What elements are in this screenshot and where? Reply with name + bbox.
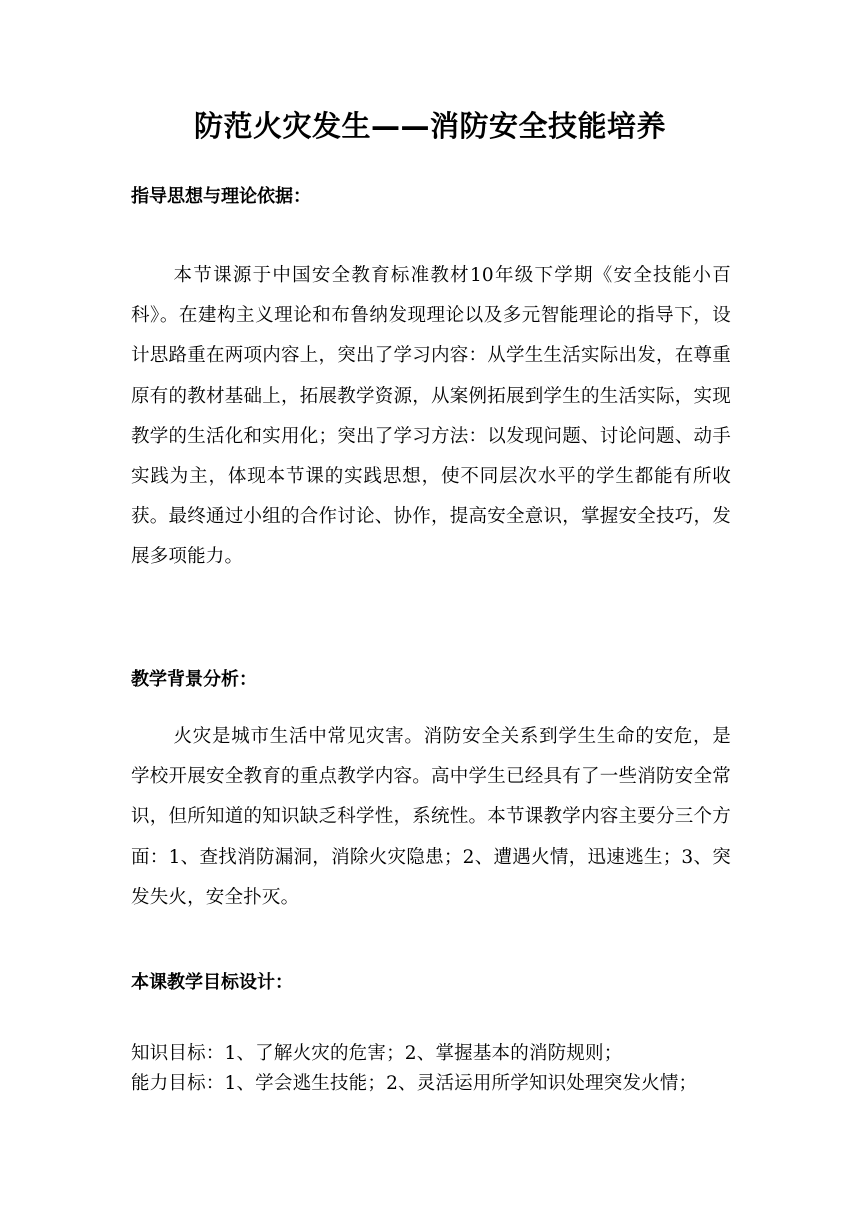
- section-heading-guiding-ideas: 指导思想与理论依据：: [131, 186, 311, 207]
- objectives-list: [131, 1039, 751, 1099]
- section-body-background: 火灾是城市生活中常见灾害。消防安全关系到学生生命的安危，是学校开展安全教育的重点教学内容。高中学生已经具有了一些消防安全常识，但所知道的知识缺乏科学性，系统性。本节课教学内容主要分三个方面：1、查找消防漏洞，消除火灾隐患；2、遭遇火情，迅速逃生；3、突发失火，安全扑灭。: [131, 726, 731, 908]
- section-body-guiding-ideas: 本节课源于中国安全教育标准教材10年级下学期《安全技能小百科》。在建构主义理论和布鲁纳发现理论以及多元智能理论的指导下，设计思路重在两项内容上，突出了学习内容：从学生生活实际出发，在尊重原有的教材基础上，拓展教学资源，从案例拓展到学生的生活实际，实现教学的生活化和实用化；突出了学习方法：以发现问题、讨论问题、动手实践为主，体现本节课的实践思想，使不同层次水平的学生都能有所收获。最终通过小组的合作讨论、协作，提高安全意识，掌握安全技巧，发展多项能力。: [131, 265, 731, 568]
- objective-knowledge: 知识目标：1、了解火灾的危害；2、掌握基本的消防规则；: [131, 1043, 623, 1064]
- objective-ability: 能力目标：1、学会逃生技能；2、灵活运用所学知识处理突发火情；: [131, 1073, 698, 1094]
- section-heading-objectives: 本课教学目标设计：: [131, 972, 293, 993]
- section-heading-background: 教学背景分析：: [131, 669, 257, 690]
- document-title: 防范火灾发生——消防安全技能培养: [193, 109, 666, 143]
